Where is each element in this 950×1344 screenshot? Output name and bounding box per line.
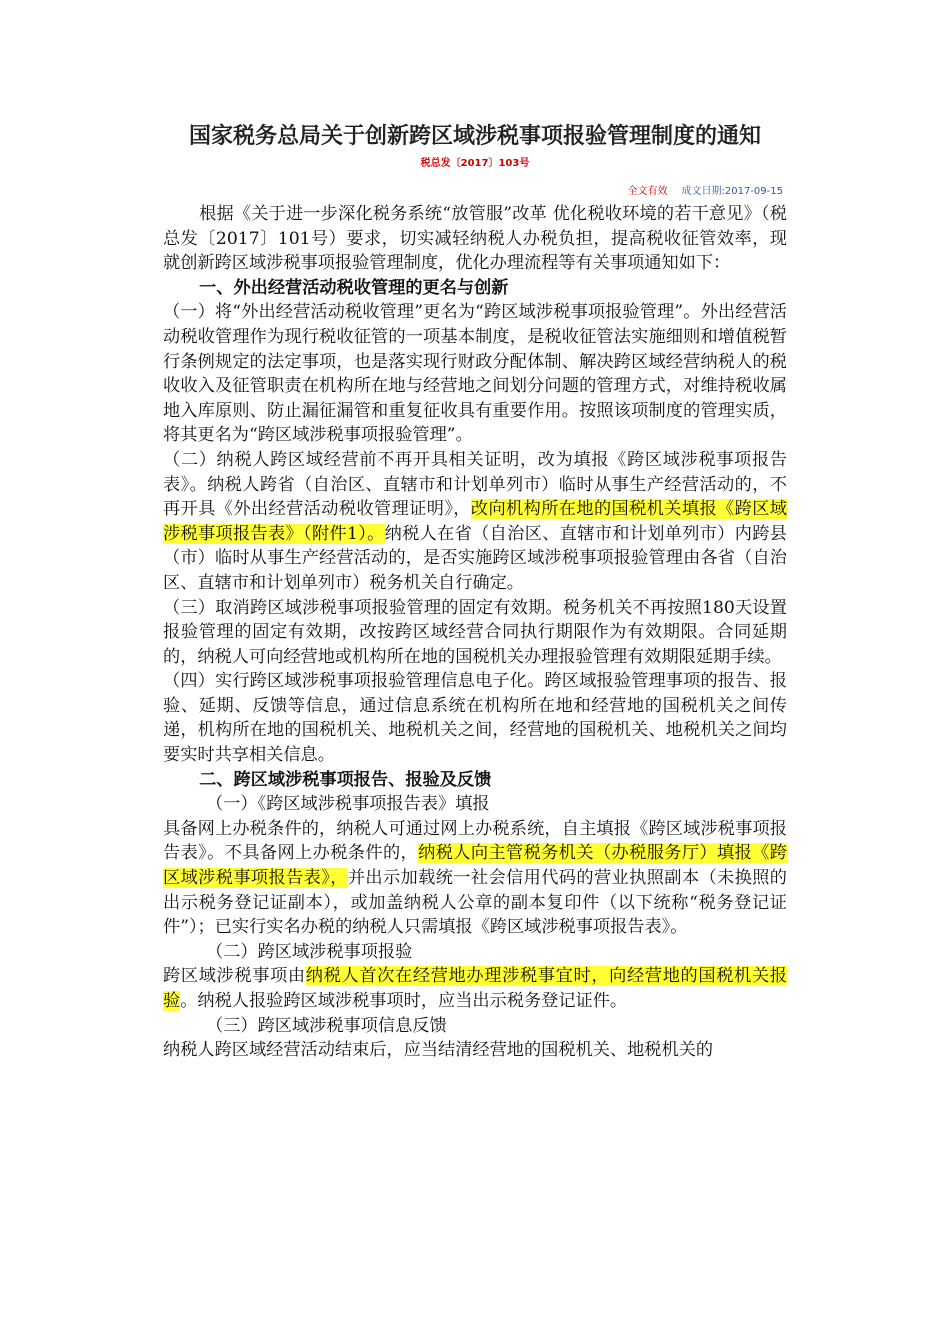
highlighted-text: 纳税人首次在经营地办理涉税事宜时，向经营地的国税机关报验 bbox=[163, 966, 787, 1011]
document-meta bbox=[163, 184, 783, 200]
subheading-2-2: （二）跨区域涉税事项报验 bbox=[206, 941, 413, 962]
document-title: 国家税务总局关于创新跨区域涉税事项报验管理制度的通知 bbox=[188, 124, 761, 149]
paragraph-1-2-text-b: 纳税人在省（自治区、直辖市和计划单列市）内跨县（市）临时从事生产经营活动的，是否实施跨区域涉税事项报验管理由各省（自治区、直辖市和计划单列市）税务机关自行确定。 bbox=[163, 523, 787, 593]
document-body bbox=[163, 202, 787, 1063]
paragraph-2-2-text-a: 跨区域涉税事项由 bbox=[163, 966, 306, 987]
paragraph-1-4: （四）实行跨区域涉税事项报验管理信息电子化。跨区域报验管理事项的报告、报验、延期、反馈等信息，通过信息系统在机构所在地和经营地的国税机关之间传递，机构所在地的国税机关、地税机关之间，经营地的国税机关、地税机关之间均要实时共享相关信息。 bbox=[163, 671, 787, 766]
document-page bbox=[163, 118, 787, 1063]
paragraph-2-3: 纳税人跨区域经营活动结束后，应当结清经营地的国税机关、地税机关的 bbox=[163, 1040, 714, 1061]
paragraph-2-2 bbox=[163, 964, 787, 1013]
date-label: 成文日期: bbox=[681, 186, 725, 197]
document-number: 税总发〔2017〕103号 bbox=[420, 158, 530, 169]
intro-paragraph: 根据《关于进一步深化税务系统“放管服”改革 优化税收环境的若干意见》（税总发〔2017〕101号）要求，切实减轻纳税人办税负担，提高税收征管效率，现就创新跨区域涉税事项报验管理制度，优化办理流程等有关事项通知如下： bbox=[163, 204, 787, 274]
paragraph-2-1 bbox=[163, 817, 787, 940]
paragraph-2-1-text-a: 具备网上办税条件的，纳税人可通过网上办税系统，自主填报《跨区域涉税事项报告表》。不具备网上办税条件的， bbox=[163, 818, 787, 864]
highlighted-text: 改向机构所在地的国税机关填报《跨区域涉税事项报告表》（附件1）。 bbox=[163, 499, 787, 544]
section-heading-2: 二、跨区域涉税事项报告、报验及反馈 bbox=[199, 769, 492, 790]
paragraph-1-3: （三）取消跨区域涉税事项报验管理的固定有效期。税务机关不再按照180天设置报验管理的固定有效期，改按跨区域经营合同执行期限作为有效期限。合同延期的，纳税人可向经营地或机构所在地的国税机关办理报验管理有效期限延期手续。 bbox=[163, 597, 787, 667]
validity-status: 全文有效 bbox=[627, 186, 668, 197]
paragraph-2-2-text-b: 。纳税人报验跨区域涉税事项时，应当出示税务登记证件。 bbox=[180, 991, 628, 1011]
paragraph-2-1-text-b: 并出示加载统一社会信用代码的营业执照副本（未换照的出示税务登记证副本），或加盖纳税人公章的副本复印件（以下统称“税务登记证件”）；已实行实名办税的纳税人只需填报《跨区域涉税事项报告表》。 bbox=[163, 868, 787, 938]
document-date: 2017-09-15 bbox=[724, 186, 783, 197]
section-heading-1: 一、外出经营活动税收管理的更名与创新 bbox=[199, 277, 509, 298]
paragraph-1-2-text-a: （二）纳税人跨区域经营前不再开具相关证明，改为填报《跨区域涉税事项报告表》。纳税人跨省（自治区、直辖市和计划单列市）临时从事生产经营活动的，不再开具《外出经营活动税收管理证明》， bbox=[163, 449, 787, 520]
paragraph-1-1: （一）将“外出经营活动税收管理”更名为“跨区域涉税事项报验管理”。外出经营活动税收管理作为现行税收征管的一项基本制度，是税收征管法实施细则和增值税暂行条例规定的法定事项，也是落实现行财政分配体制、解决跨区域经营纳税人的税收收入及征管职责在机构所在地与经营地之间划分问题的管理方式，对维持税收属地入库原则、防止漏征漏管和重复征收具有重要作用。按照该项制度的管理实质，将其更名为“跨区域涉税事项报验管理”。 bbox=[163, 302, 787, 446]
paragraph-1-2 bbox=[163, 448, 787, 596]
subheading-2-1: （一）《跨区域涉税事项报告表》填报 bbox=[206, 794, 490, 815]
subheading-2-3: （三）跨区域涉税事项信息反馈 bbox=[206, 1015, 447, 1036]
highlighted-text: 纳税人向主管税务机关（办税服务厅）填报《跨区域涉税事项报告表》， bbox=[163, 843, 787, 889]
